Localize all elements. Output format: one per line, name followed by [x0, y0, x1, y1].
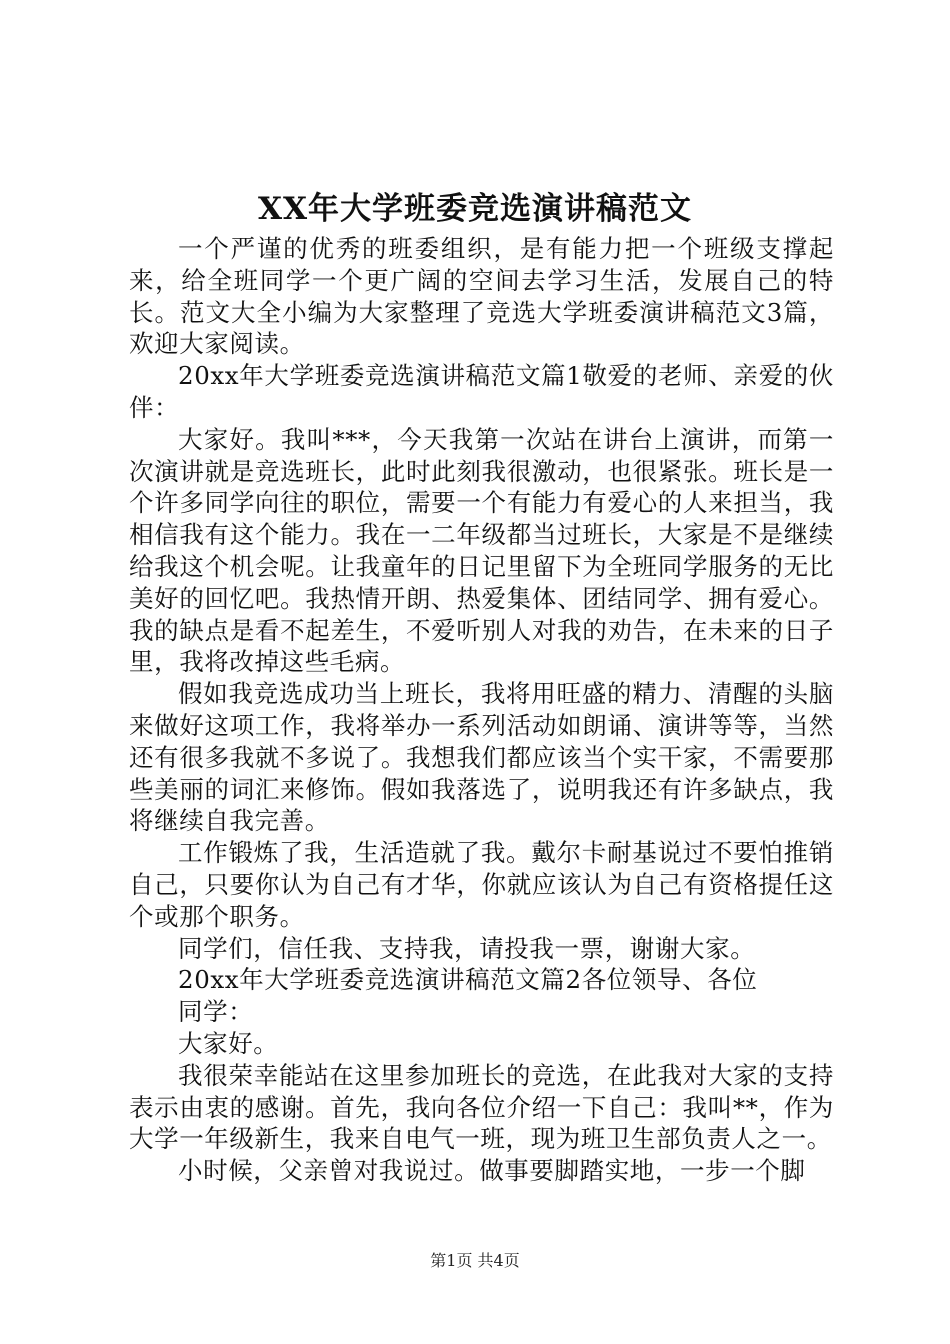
section1-heading: 20xx年大学班委竞选演讲稿范文篇1敬爱的老师、亲爱的伙伴：	[129, 361, 834, 422]
section2-heading	[129, 964, 834, 1059]
speech1-closing: 同学们，信任我、支持我，请投我一票，谢谢大家。	[178, 933, 756, 963]
speech2-paragraph-2: 小时候，父亲曾对我说过。做事要脚踏实地，一步一个脚	[178, 1156, 806, 1186]
speech1-paragraph-3: 工作锻炼了我，生活造就了我。戴尔卡耐基说过不要怕推销自己，只要你认为自己有才华，你就应该认为自己有资格提任这个或那个职务。	[129, 838, 834, 931]
document-title: XX年大学班委竞选演讲稿范文	[257, 191, 693, 227]
document-body	[129, 233, 834, 1187]
section2-greeting: 大家好。	[178, 1028, 279, 1058]
section2-heading-line: 同学：	[178, 997, 254, 1027]
page-footer: 第1页 共4页	[430, 1251, 520, 1270]
speech2-paragraph-1: 我很荣幸能站在这里参加班长的竞选，在此我对大家的支持表示由衷的感谢。首先，我向各位介绍一下自己：我叫**，作为大学一年级新生，我来自电气一班，现为班卫生部负责人之一。	[129, 1060, 834, 1154]
intro-paragraph: 一个严谨的优秀的班委组织，是有能力把一个班级支撑起来，给全班同学一个更广阔的空间去学习生活，发展自己的特长。范文大全小编为大家整理了竞选大学班委演讲稿范文3篇，欢迎大家阅读。	[129, 234, 834, 359]
section2-heading-line: 20xx年大学班委竞选演讲稿范文篇2各位领导、各位	[178, 965, 758, 995]
speech1-paragraph-1: 大家好。我叫***，今天我第一次站在讲台上演讲，而第一次演讲就是竞选班长，此时此刻我很激动，也很紧张。班长是一个许多同学向往的职位，需要一个有能力有爱心的人来担当，我相信我有这个能力。我在一二年级都当过班长，大家是不是继续给我这个机会呢。让我童年的日记里留下为全班同学服务的无比美好的回忆吧。我热情开朗、热爱集体、团结同学、拥有爱心。我的缺点是看不起差生，不爱听别人对我的劝告，在未来的日子里，我将改掉这些毛病。	[129, 424, 834, 677]
speech1-paragraph-2: 假如我竞选成功当上班长，我将用旺盛的精力、清醒的头脑来做好这项工作，我将举办一系列活动如朗诵、演讲等等，当然还有很多我就不多说了。我想我们都应该当个实干家，不需要那些美丽的词汇来修饰。假如我落选了，说明我还有许多缺点，我将继续自我完善。	[129, 679, 834, 836]
